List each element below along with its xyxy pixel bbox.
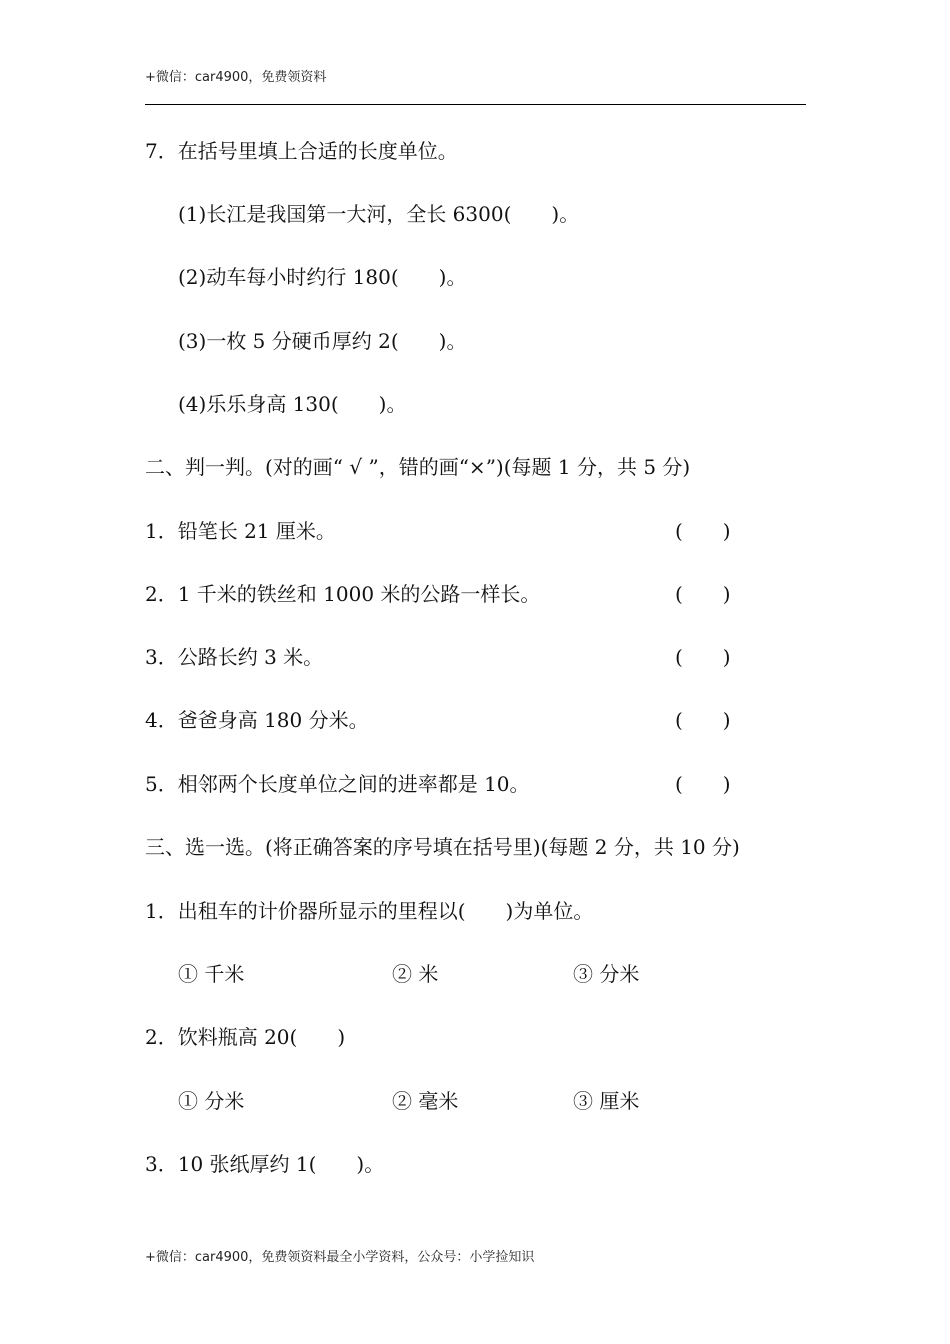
judge-item-1: 1．铅笔长 21 厘米。 — [145, 519, 336, 543]
judge-answer-blank-2: ( ) — [675, 582, 731, 606]
choose-question-1: 1．出租车的计价器所显示的里程以( )为单位。 — [145, 899, 594, 923]
judge-answer-blank-4: ( ) — [675, 708, 731, 732]
header-text: +微信：car4900，免费领资料 — [145, 70, 327, 85]
question-7-item-2: (2)动车每小时约行 180( )。 — [178, 265, 467, 289]
question-7-item-4: (4)乐乐身高 130( )。 — [178, 392, 407, 416]
choose-q1-option-2: ② 米 — [392, 962, 439, 986]
choose-q1-option-3: ③ 分米 — [573, 962, 640, 986]
choose-q2-option-1: ① 分米 — [178, 1089, 245, 1113]
judge-item-3: 3．公路长约 3 米。 — [145, 645, 324, 669]
judge-item-5: 5．相邻两个长度单位之间的进率都是 10。 — [145, 772, 530, 796]
page-footer: +微信：car4900，免费领资料最全小学资料，公众号：小学捡知识 — [145, 1250, 535, 1265]
choose-question-3: 3．10 张纸厚约 1( )。 — [145, 1152, 385, 1176]
question-7-item-1: (1)长江是我国第一大河，全长 6300( )。 — [178, 202, 580, 226]
judge-section-title: 二、判一判。(对的画“ √ ”，错的画“×”)(每题 1 分，共 5 分) — [145, 455, 691, 479]
choose-section-title: 三、选一选。(将正确答案的序号填在括号里)(每题 2 分，共 10 分) — [145, 835, 740, 859]
judge-answer-blank-5: ( ) — [675, 772, 731, 796]
judge-item-4: 4．爸爸身高 180 分米。 — [145, 708, 369, 732]
header-divider — [145, 104, 806, 105]
choose-q2-option-2: ② 毫米 — [392, 1089, 459, 1113]
judge-item-2: 2．1 千米的铁丝和 1000 米的公路一样长。 — [145, 582, 541, 606]
choose-q2-option-3: ③ 厘米 — [573, 1089, 640, 1113]
question-7-title: 7．在括号里填上合适的长度单位。 — [145, 139, 458, 163]
judge-answer-blank-1: ( ) — [675, 519, 731, 543]
judge-answer-blank-3: ( ) — [675, 645, 731, 669]
choose-q1-option-1: ① 千米 — [178, 962, 245, 986]
choose-question-2: 2．饮料瓶高 20( ) — [145, 1025, 346, 1049]
question-7-item-3: (3)一枚 5 分硬币厚约 2( )。 — [178, 329, 467, 353]
